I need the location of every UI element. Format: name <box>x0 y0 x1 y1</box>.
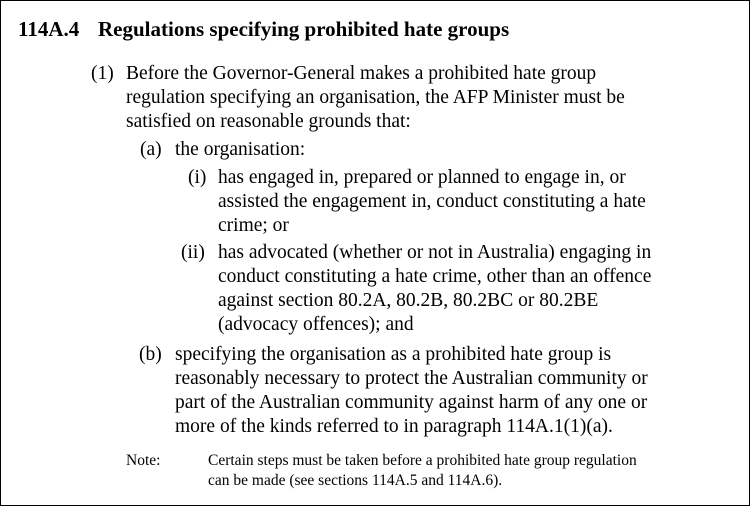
text-line: satisfied on reasonable grounds that: <box>126 111 411 132</box>
text-line: Certain steps must be taken before a prohibited hate group regulation <box>208 452 637 469</box>
text-line: (advocacy offences); and <box>218 314 414 335</box>
text-line: against section 80.2A, 80.2B, 80.2BC or 80.2BE <box>218 290 599 311</box>
subparagraph-ii-label: (ii) <box>181 242 205 263</box>
paragraph-b-label: (b) <box>139 344 162 365</box>
text-line: the organisation: <box>175 139 306 160</box>
text-line: part of the Australian community against harm of any one or <box>175 392 648 413</box>
text-line: crime; or <box>218 215 289 236</box>
section-title: Regulations specifying prohibited hate groups <box>98 17 510 41</box>
section-heading <box>18 16 509 42</box>
section-number: 114A.4 <box>18 17 80 41</box>
text-line: conduct constituting a hate crime, other than an offence <box>218 266 652 287</box>
subparagraph-ii-text <box>218 241 651 337</box>
note-text <box>208 451 637 491</box>
text-line: specifying the organisation as a prohibited hate group is <box>175 344 612 365</box>
subsection-label: (1) <box>91 63 114 84</box>
note-label: Note: <box>126 452 161 469</box>
text-line: Before the Governor-General makes a prohibited hate group <box>126 63 597 84</box>
subsection-1-text <box>126 62 625 134</box>
subparagraph-i-text <box>218 166 646 238</box>
paragraph-b-text <box>175 343 648 439</box>
subparagraph-i-label: (i) <box>188 167 207 188</box>
text-line: has advocated (whether or not in Australia) engaging in <box>218 242 652 263</box>
paragraph-a-label: (a) <box>140 139 162 160</box>
text-line: assisted the engagement in, conduct constituting a hate <box>218 191 646 212</box>
text-line: regulation specifying an organisation, the AFP Minister must be <box>126 87 625 108</box>
text-line: has engaged in, prepared or planned to engage in, or <box>218 167 626 188</box>
text-line: can be made (see sections 114A.5 and 114A.6). <box>208 472 503 489</box>
text-line: reasonably necessary to protect the Australian community or <box>175 368 648 389</box>
text-line: more of the kinds referred to in paragraph 114A.1(1)(a). <box>175 416 613 437</box>
paragraph-a-text <box>175 138 305 162</box>
